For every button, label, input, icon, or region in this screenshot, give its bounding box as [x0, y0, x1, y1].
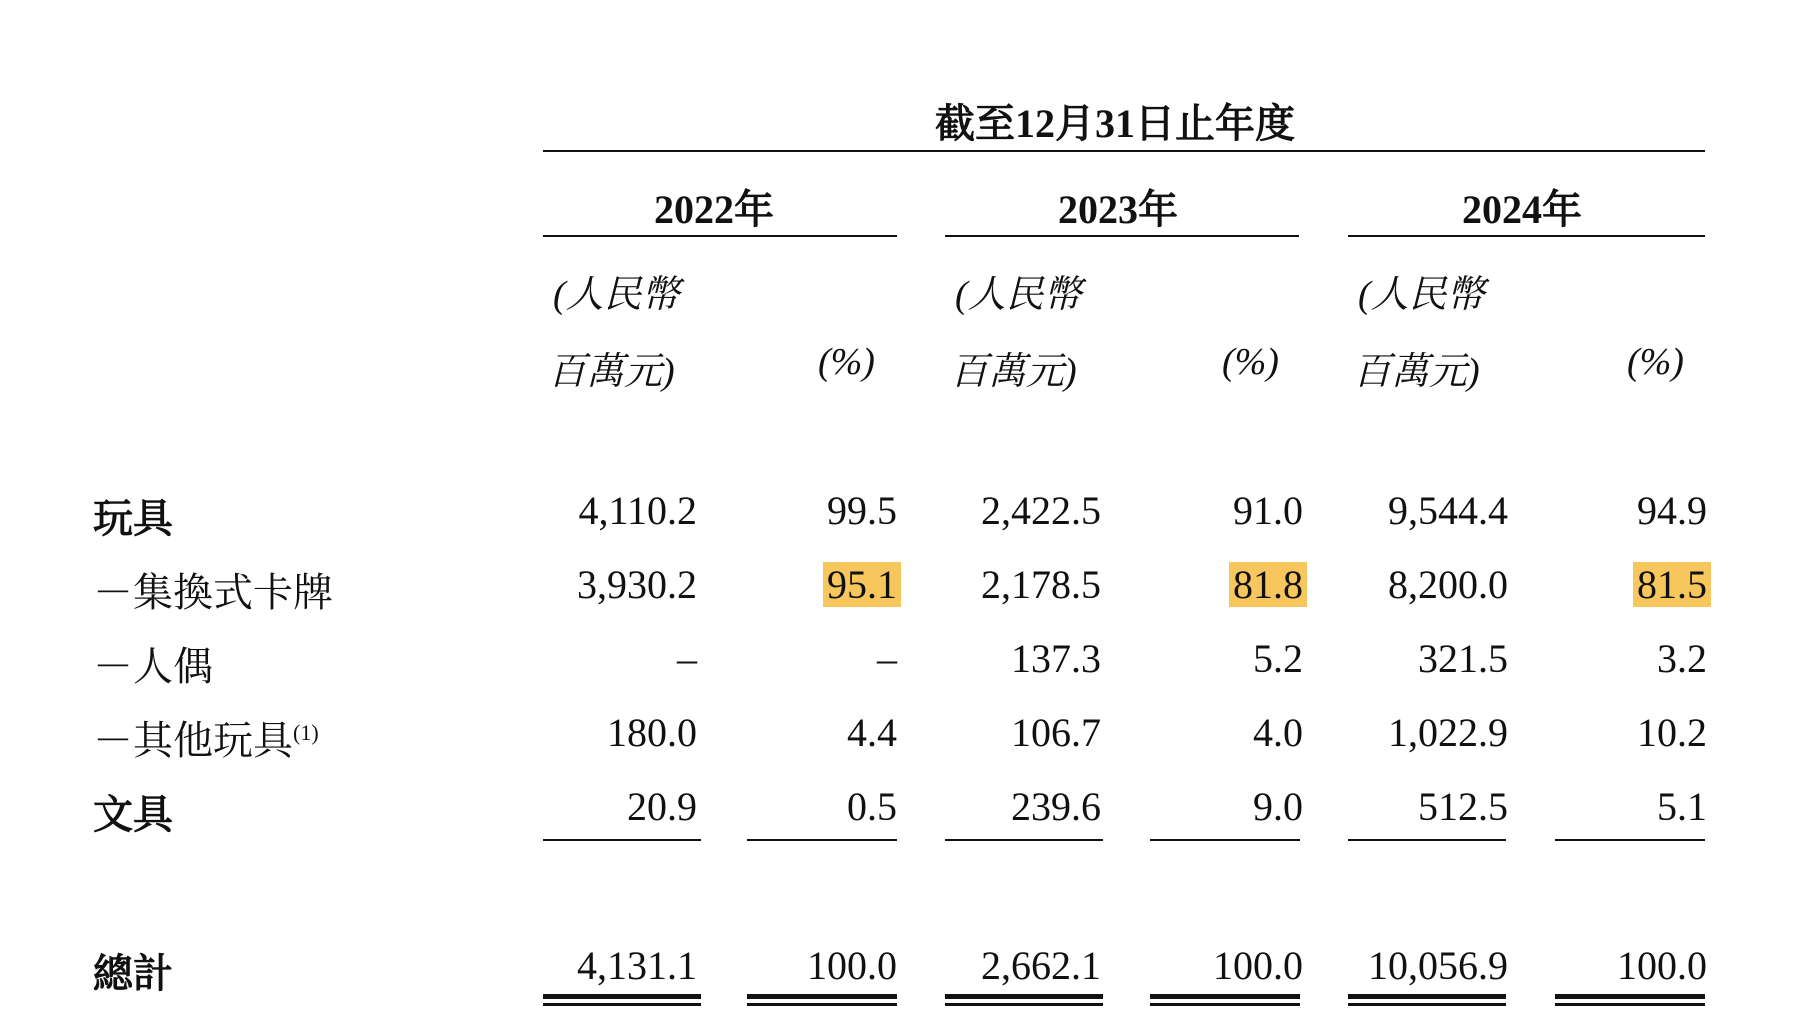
cell: 1,022.9: [1388, 710, 1508, 755]
footnote-marker: (1): [293, 720, 319, 745]
cell: 2,422.5: [981, 488, 1101, 533]
unit-2022-line2: 百萬元): [548, 351, 675, 393]
total-cell: 100.0: [1213, 943, 1303, 988]
highlighted-cell: 81.5: [1633, 562, 1711, 607]
pct-2023: (%): [1222, 341, 1279, 383]
row-label-toys: 玩具: [93, 496, 173, 541]
cell: –: [877, 636, 897, 681]
total-cell: 2,662.1: [981, 943, 1101, 988]
total-double-rule: [1150, 994, 1300, 1006]
cell: 91.0: [1233, 488, 1303, 533]
year-2024-header: 2024年: [1462, 187, 1582, 232]
year-2024-rule: [1348, 235, 1705, 237]
cell: 5.2: [1253, 636, 1303, 681]
unit-2024-line2: 百萬元): [1353, 351, 1480, 393]
cell: 106.7: [1011, 710, 1101, 755]
total-double-rule: [1555, 994, 1705, 1006]
cell: 9.0: [1253, 784, 1303, 829]
subtotal-rule: [1150, 839, 1300, 841]
unit-2023-line1: (人民幣: [955, 274, 1082, 316]
total-double-rule: [945, 994, 1103, 1006]
pct-2024: (%): [1627, 341, 1684, 383]
cell: 239.6: [1011, 784, 1101, 829]
cell-highlight-wrap: [741, 561, 901, 608]
cell-highlight-wrap: [1147, 561, 1307, 608]
cell: 4,110.2: [578, 488, 697, 533]
cell: 3.2: [1657, 636, 1707, 681]
pct-2022: (%): [818, 341, 875, 383]
year-2022-header: 2022年: [654, 187, 774, 232]
cell: 0.5: [847, 784, 897, 829]
cell: 4.0: [1253, 710, 1303, 755]
total-cell: 100.0: [807, 943, 897, 988]
cell: 3,930.2: [577, 562, 697, 607]
cell: 180.0: [607, 710, 697, 755]
period-header: 截至12月31日止年度: [935, 101, 1295, 146]
total-double-rule: [543, 994, 701, 1006]
subtotal-rule: [543, 839, 701, 841]
unit-2024-line1: (人民幣: [1358, 274, 1485, 316]
cell: 10.2: [1637, 710, 1707, 755]
cell: 94.9: [1637, 488, 1707, 533]
row-label-other-toys: [93, 709, 319, 766]
cell: –: [677, 636, 697, 681]
cell: 9,544.4: [1388, 488, 1508, 533]
subtotal-rule: [747, 839, 897, 841]
total-double-rule: [1348, 994, 1506, 1006]
row-label-total: 總計: [93, 951, 173, 996]
year-2023-header: 2023年: [1058, 187, 1178, 232]
cell: 321.5: [1418, 636, 1508, 681]
total-double-rule: [747, 994, 897, 1006]
highlighted-cell: 81.8: [1229, 562, 1307, 607]
total-cell: 10,056.9: [1368, 943, 1508, 988]
unit-2023-line2: 百萬元): [950, 351, 1077, 393]
year-2023-rule: [945, 235, 1299, 237]
cell: 20.9: [627, 784, 697, 829]
cell: 8,200.0: [1388, 562, 1508, 607]
cell: 4.4: [847, 710, 897, 755]
subtotal-rule: [1348, 839, 1506, 841]
total-cell: 4,131.1: [577, 943, 697, 988]
subtotal-rule: [1555, 839, 1705, 841]
unit-2022-line1: (人民幣: [553, 274, 680, 316]
row-label-trading-cards: －集換式卡牌: [93, 570, 333, 615]
row-label-figures: －人偶: [93, 644, 213, 689]
row-label-text: －其他玩具: [93, 718, 293, 763]
period-rule: [543, 150, 1705, 152]
cell: 512.5: [1418, 784, 1508, 829]
subtotal-rule: [945, 839, 1103, 841]
cell: 2,178.5: [981, 562, 1101, 607]
highlighted-cell: 95.1: [823, 562, 901, 607]
year-2022-rule: [543, 235, 897, 237]
cell: 99.5: [827, 488, 897, 533]
cell: 137.3: [1011, 636, 1101, 681]
cell-highlight-wrap: [1551, 561, 1711, 608]
cell: 5.1: [1657, 784, 1707, 829]
row-label-stationery: 文具: [93, 792, 173, 837]
total-cell: 100.0: [1617, 943, 1707, 988]
